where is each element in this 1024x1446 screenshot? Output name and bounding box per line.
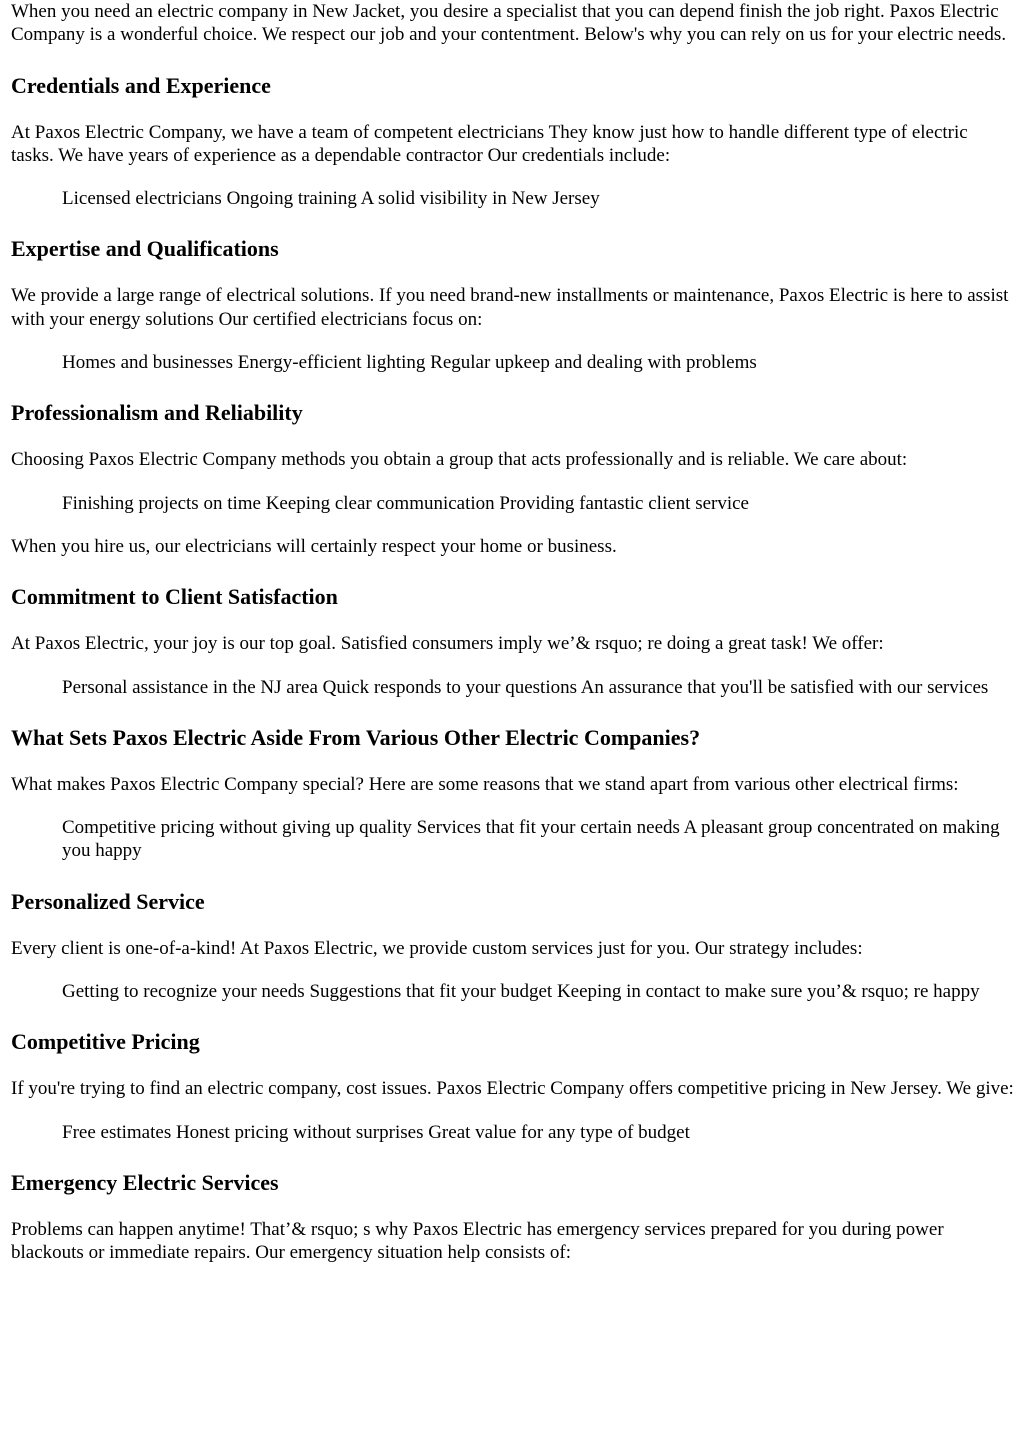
section-heading: Competitive Pricing: [11, 1029, 200, 1055]
section-paragraph: At Paxos Electric Company, we have a team of competent electricians They know just how to handle different type of electric tasks. We have years of experience as a dependable contractor Our credentials include:: [11, 121, 968, 166]
section-commitment: [11, 584, 1014, 699]
section-heading: Credentials and Experience: [11, 72, 271, 98]
section-personalized-service: [11, 889, 1014, 1004]
section-paragraph: Choosing Paxos Electric Company methods you obtain a group that acts professionally and is reliable. We care about:: [11, 449, 908, 471]
intro-paragraph: When you need an electric company in New Jacket, you desire a specialist that you can depend finish the job right. Paxos Electric Company is a wonderful choice. We respect our job and your contentment. Below's why you can rely on us for your electric needs.: [11, 1, 1007, 46]
section-list: Finishing projects on time Keeping clear communication Providing fantastic client service: [62, 492, 749, 514]
section-list: Competitive pricing without giving up quality Services that fit your certain needs A pleasant group concentrated on making you happy: [62, 817, 1000, 862]
section-paragraph: We provide a large range of electrical solutions. If you need brand-new installments or maintenance, Paxos Electric is here to assist with your energy solutions Our certified electricians focus on:: [11, 285, 1009, 330]
section-paragraph: If you're trying to find an electric company, cost issues. Paxos Electric Company offers competitive pricing in New Jersey. We give:: [11, 1078, 1014, 1100]
section-paragraph: Problems can happen anytime! That’& rsquo; s why Paxos Electric has emergency services prepared for you during power blackouts or immediate repairs. Our emergency situation help consists of:: [11, 1218, 944, 1264]
section-list: Homes and businesses Energy-efficient lighting Regular upkeep and dealing with problems: [62, 352, 757, 374]
section-list: Licensed electricians Ongoing training A solid visibility in New Jersey: [62, 188, 600, 210]
section-credentials: [11, 73, 1014, 211]
section-paragraph: At Paxos Electric, your joy is our top goal. Satisfied consumers imply we’& rsquo; re doing a great task! We offer:: [11, 633, 884, 655]
section-list: Personal assistance in the NJ area Quick responds to your questions An assurance that you'll be satisfied with our services: [62, 676, 989, 698]
section-heading: Professionalism and Reliability: [11, 400, 303, 426]
section-followup-paragraph: When you hire us, our electricians will certainly respect your home or business.: [11, 535, 617, 557]
section-paragraph: Every client is one-of-a-kind! At Paxos Electric, we provide custom services just for you. Our strategy includes:: [11, 937, 863, 959]
section-heading: Expertise and Qualifications: [11, 236, 279, 262]
section-heading: Personalized Service: [11, 888, 205, 914]
section-list: Free estimates Honest pricing without surprises Great value for any type of budget: [62, 1121, 690, 1143]
section-heading: Emergency Electric Services: [11, 1169, 279, 1195]
section-professionalism: [11, 400, 1014, 558]
section-heading: Commitment to Client Satisfaction: [11, 584, 338, 610]
section-competitive-pricing: [11, 1029, 1014, 1144]
section-heading: What Sets Paxos Electric Aside From Various Other Electric Companies?: [11, 724, 701, 750]
section-what-sets-apart: [11, 725, 1014, 863]
section-expertise: [11, 236, 1014, 374]
section-list: Getting to recognize your needs Suggestions that fit your budget Keeping in contact to make sure you’& rsquo; re happy: [62, 981, 980, 1003]
section-emergency-services: [11, 1170, 1014, 1265]
section-paragraph: What makes Paxos Electric Company special? Here are some reasons that we stand apart from various other electrical firms:: [11, 773, 959, 795]
